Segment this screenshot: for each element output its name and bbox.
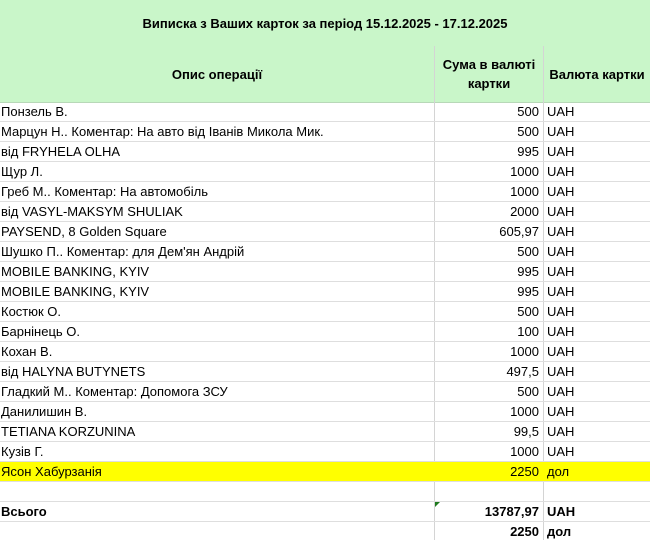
row-description: Греб М.. Коментар: На автомобіль [1, 184, 208, 199]
row-description: MOBILE BANKING, KYIV [1, 284, 150, 299]
table-row[interactable] [0, 362, 650, 382]
row-description: від VASYL-MAKSYM SHULIAK [1, 204, 183, 219]
row-description: Кузів Г. [1, 444, 44, 459]
row-amount: 605,97 [499, 224, 539, 239]
table-row[interactable] [0, 382, 650, 402]
row-amount: 1000 [510, 444, 539, 459]
column-header-description[interactable]: Опис операції [171, 66, 263, 82]
table-row[interactable] [0, 162, 650, 182]
row-description: Марцун Н.. Коментар: На авто від Іванів Микола Мик. [1, 124, 324, 139]
row-currency: UAH [547, 124, 575, 139]
row-description: Гладкий М.. Коментар: Допомога ЗСУ [1, 384, 228, 399]
row-currency: UAH [547, 164, 575, 179]
row-amount: 1000 [510, 184, 539, 199]
table-row[interactable] [0, 242, 650, 262]
row-currency: UAH [547, 404, 575, 419]
row-currency: UAH [547, 204, 575, 219]
row-amount: 497,5 [506, 364, 539, 379]
row-currency: UAH [547, 384, 575, 399]
column-header-amount[interactable]: Сума в валюті картки [442, 57, 536, 91]
row-amount: 1000 [510, 404, 539, 419]
row-amount: 1000 [510, 164, 539, 179]
row-currency: UAH [547, 224, 575, 239]
row-currency: UAH [547, 344, 575, 359]
column-header-currency[interactable]: Валюта картки [549, 66, 645, 82]
table-row[interactable] [0, 422, 650, 442]
row-amount: 995 [517, 264, 539, 279]
row-currency: UAH [547, 304, 575, 319]
table-row[interactable] [0, 182, 650, 202]
row-amount: 99,5 [513, 424, 539, 439]
row-amount: 500 [517, 304, 539, 319]
row-amount: 2000 [510, 204, 539, 219]
row-amount: 500 [517, 384, 539, 399]
total-row-usd[interactable] [0, 522, 650, 542]
row-description: Щур Л. [1, 164, 43, 179]
table-row[interactable] [0, 322, 650, 342]
empty-row[interactable] [0, 482, 650, 502]
table-row[interactable] [0, 222, 650, 242]
table-header [0, 46, 650, 103]
row-amount: 500 [517, 244, 539, 259]
row-currency: UAH [547, 444, 575, 459]
table-row[interactable] [0, 142, 650, 162]
total-currency-usd: дол [547, 524, 572, 539]
total-row-uah[interactable] [0, 502, 650, 522]
row-currency: UAH [547, 284, 575, 299]
row-description: від FRYHELA OLHA [1, 144, 121, 159]
total-label: Всього [1, 504, 47, 519]
row-amount: 500 [517, 124, 539, 139]
row-description: від HALYNA BUTYNETS [1, 364, 146, 379]
table-row[interactable] [0, 442, 650, 462]
table-row[interactable] [0, 342, 650, 362]
row-amount: 995 [517, 144, 539, 159]
row-description: Ясон Хабурзанія [1, 464, 102, 479]
row-currency: UAH [547, 264, 575, 279]
row-description: MOBILE BANKING, KYIV [1, 264, 150, 279]
row-currency: UAH [547, 324, 575, 339]
row-amount: 1000 [510, 344, 539, 359]
total-currency-uah: UAH [547, 504, 576, 519]
row-description: Шушко П.. Коментар: для Дем'ян Андрій [1, 244, 245, 259]
statement-title: Виписка з Ваших карток за період 15.12.2025 - 17.12.2025 [0, 0, 650, 47]
table-row[interactable] [0, 262, 650, 282]
row-currency: дол [547, 464, 570, 479]
row-amount: 2250 [510, 464, 539, 479]
row-description: TETIANA KORZUNINA [1, 424, 136, 439]
table-row[interactable] [0, 402, 650, 422]
row-amount: 100 [517, 324, 539, 339]
row-currency: UAH [547, 144, 575, 159]
row-currency: UAH [547, 424, 575, 439]
total-amount-usd: 2250 [510, 524, 539, 539]
row-description: PAYSEND, 8 Golden Square [1, 224, 167, 239]
table-row[interactable] [0, 122, 650, 142]
row-amount: 500 [517, 104, 539, 119]
table-row[interactable] [0, 202, 650, 222]
table-row[interactable] [0, 102, 650, 122]
table-row[interactable] [0, 302, 650, 322]
table-row-highlighted[interactable] [0, 462, 650, 482]
row-currency: UAH [547, 364, 575, 379]
row-currency: UAH [547, 184, 575, 199]
row-currency: UAH [547, 104, 575, 119]
row-description: Костюк О. [1, 304, 62, 319]
cell-error-indicator [435, 502, 440, 507]
row-currency: UAH [547, 244, 575, 259]
row-description: Кохан В. [1, 344, 53, 359]
row-description: Понзель В. [1, 104, 68, 119]
row-description: Барнінець О. [1, 324, 81, 339]
total-amount-uah: 13787,97 [484, 504, 539, 519]
row-amount: 995 [517, 284, 539, 299]
table-row[interactable] [0, 282, 650, 302]
row-description: Данилишин В. [1, 404, 88, 419]
